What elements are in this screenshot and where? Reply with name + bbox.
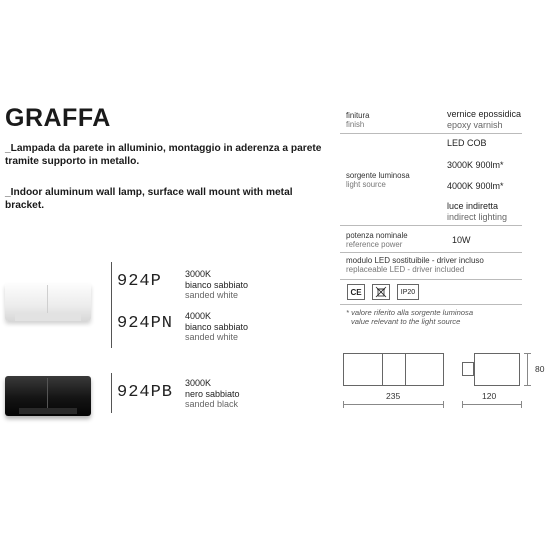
table-divider bbox=[340, 279, 522, 280]
black-lamp-image bbox=[5, 376, 91, 416]
description-italian: _Lampada da parete in alluminio, montaggio in aderenza a parete tramite supporto in metallo. bbox=[5, 143, 322, 167]
variant-divider-bottom bbox=[111, 373, 112, 413]
power-value: 10W bbox=[452, 235, 471, 245]
variant-code: 924PB bbox=[117, 383, 174, 402]
disposal-bin-icon bbox=[372, 284, 390, 300]
depth-dimension-tick bbox=[462, 401, 463, 408]
width-dimension-line bbox=[343, 404, 444, 405]
table-divider bbox=[340, 304, 522, 305]
depth-dimension-tick bbox=[521, 401, 522, 408]
variant-spec: 3000K bianco sabbiato sanded white bbox=[185, 269, 249, 300]
table-divider bbox=[340, 133, 522, 134]
indirect-lighting: luce indiretta indirect lighting bbox=[447, 201, 508, 222]
light-source-led: LED COB bbox=[447, 138, 487, 148]
led-module-text: modulo LED sostituibile - driver incluso replaceable LED - driver included bbox=[346, 256, 484, 274]
light-source-3000k: 3000K 900lm* bbox=[447, 160, 504, 170]
light-source-label: sorgente luminosa light source bbox=[346, 171, 410, 189]
width-dimension-tick bbox=[443, 401, 444, 408]
ce-badge bbox=[347, 284, 365, 300]
height-dimension-line bbox=[527, 353, 528, 386]
variant-spec: 3000K nero sabbiato sanded black bbox=[185, 378, 240, 409]
variant-code: 924P bbox=[117, 272, 162, 291]
height-dimension-tick bbox=[524, 353, 531, 354]
power-label: potenza nominale reference power bbox=[346, 231, 408, 249]
finish-label: finitura finish bbox=[346, 111, 370, 129]
variant-spec: 4000K bianco sabbiato sanded white bbox=[185, 311, 249, 342]
ce-mark: CE bbox=[350, 287, 362, 297]
side-view-drawing bbox=[462, 353, 522, 386]
height-dimension: 80 bbox=[535, 364, 545, 374]
height-dimension-tick bbox=[524, 385, 531, 386]
front-view-drawing bbox=[343, 353, 444, 386]
table-divider bbox=[340, 252, 522, 253]
table-divider bbox=[340, 225, 522, 226]
product-title: GRAFFA bbox=[5, 104, 111, 132]
depth-dimension: 120 bbox=[482, 391, 497, 401]
variant-divider-top bbox=[111, 262, 112, 348]
variant-code: 924PN bbox=[117, 314, 174, 333]
width-dimension-tick bbox=[343, 401, 344, 408]
finish-value: vernice epossidica epoxy varnish bbox=[447, 109, 522, 130]
light-source-4000k: 4000K 900lm* bbox=[447, 181, 504, 191]
ip20-badge: IP20 bbox=[397, 284, 419, 300]
white-lamp-image bbox=[5, 283, 91, 321]
footnote: * valore riferito alla sorgente luminosa value relevant to the light source bbox=[346, 308, 474, 326]
depth-dimension-line bbox=[462, 404, 522, 405]
description-english: _Indoor aluminum wall lamp, surface wall mount with metal bracket. bbox=[5, 187, 293, 211]
width-dimension: 235 bbox=[386, 391, 401, 401]
